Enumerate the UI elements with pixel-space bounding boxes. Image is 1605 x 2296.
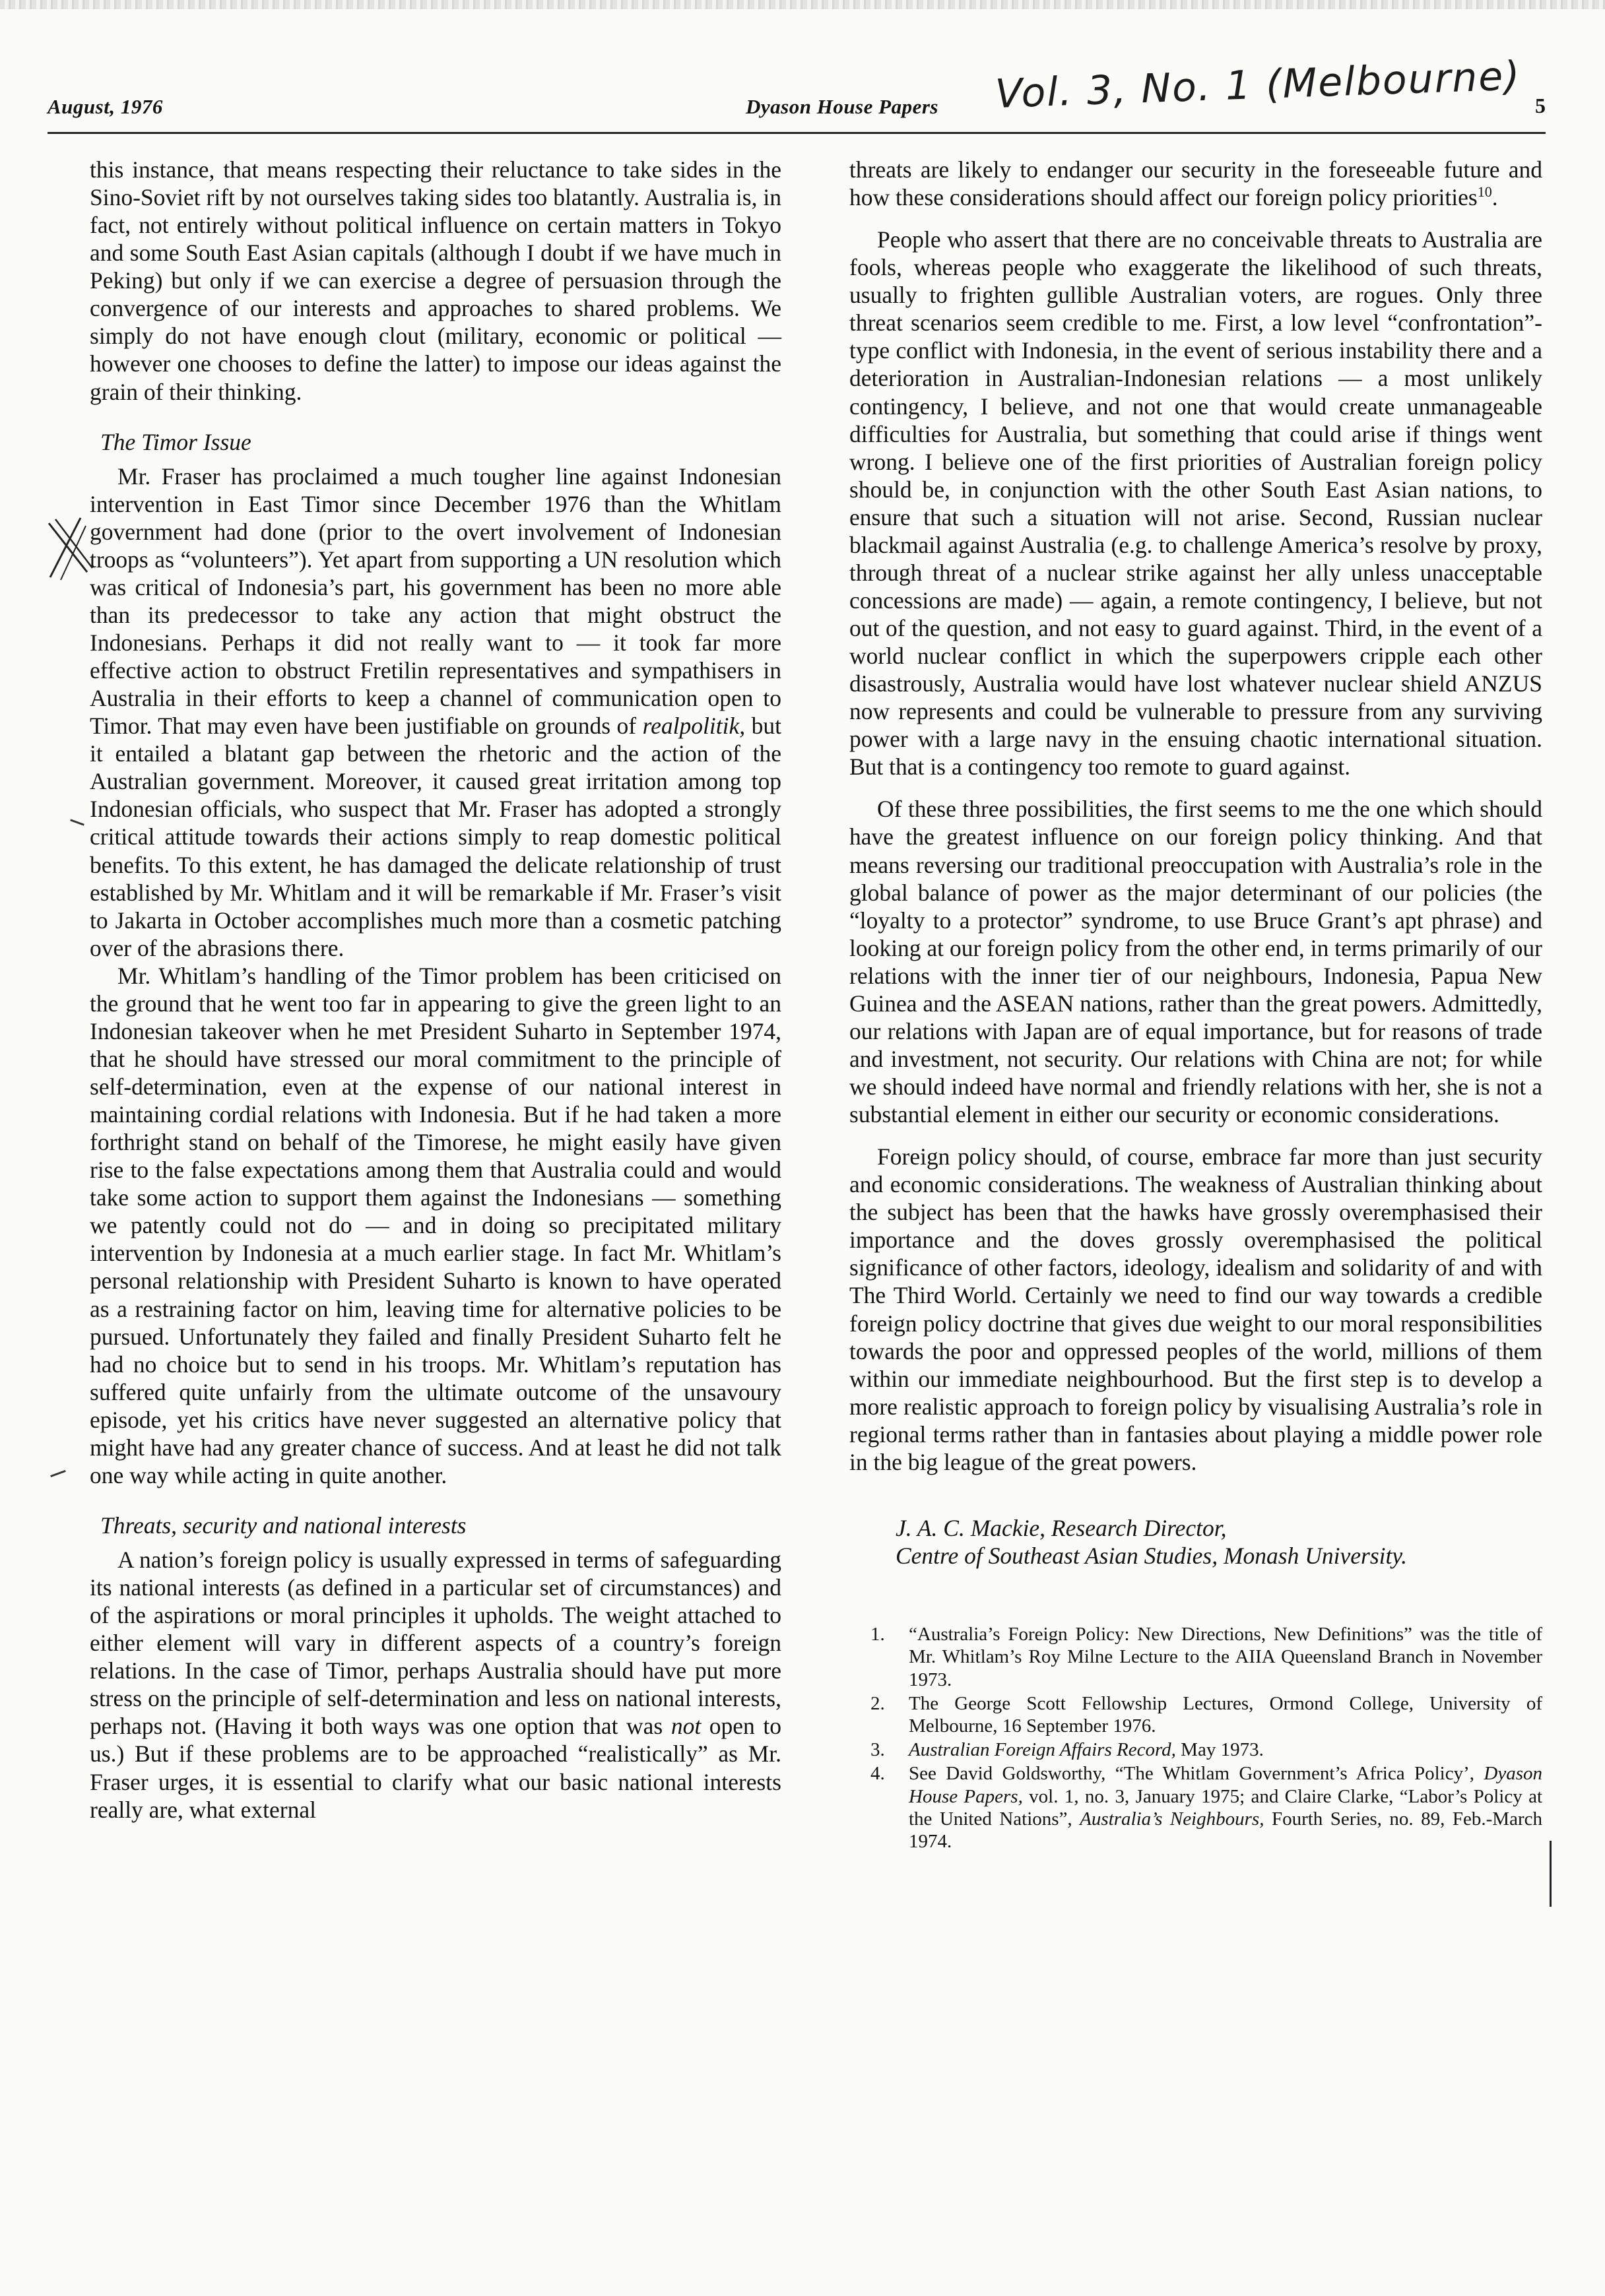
text-run: See David Goldsworthy, “The Whitlam Government’s Africa Policy’, [909, 1763, 1484, 1785]
text-run: open to us.) But if these problems are to be approached “realistically” as Mr. Fraser urges, it is essential to clarify what our basic national interests really are, what external [90, 1713, 781, 1823]
paragraph [90, 462, 781, 962]
header-date: August, 1976 [48, 95, 163, 118]
footnote-number: 4. [870, 1763, 885, 1785]
paragraph: Foreign policy should, of course, embrace far more than just security and economic considerations. The weakness of Australian thinking about the subject has been that the hawks have grossly overemphasised their importance and the doves grossly overemphasised the political significance of other factors, ideology, idealism and solidarity of and with The Third World. Certainly we need to find our way towards a credible foreign policy doctrine that gives due weight to our moral responsibilities towards the poor and oppressed peoples of the world, millions of them within our immediate neighbourhood. But the first step is to develop a more realistic approach to foreign policy by visualising Australia’s role in regional terms rather than in fantasies about playing a middle power role in the big league of the great powers. [849, 1143, 1542, 1475]
italic-text: Australia’s Neighbours, [1080, 1808, 1264, 1830]
paragraph [849, 156, 1542, 211]
text-run: but it entailed a blatant gap between the rhetoric and the action of the Australian government. Moreover, it caused great irritation among top Indonesian officials, who suspect that Mr. Fraser has adopted a strongly critical attitude towards their actions simply to reap domestic political benefits. To this extent, he has damaged the delicate relationship of trust established by Mr. Whitlam and it will be remarkable if Mr. Fraser’s visit to Jakarta in October accomplishes much more than a cosmetic patching over of the abrasions there. [90, 713, 781, 961]
paragraph: Of these three possibilities, the first seems to me the one which should have the greatest influence on our foreign policy thinking. And that means reversing our traditional preoccupation with Australia’s role in the global balance of power as the major determinant of our policies (the “loyalty to a protector” syndrome, to use Bruce Grant’s apt phrase) and looking at our foreign policy from the other end, in terms primarily of our relations with the inner tier of our neighbours, Indonesia, Papua New Guinea and the ASEAN nations, rather than the great powers. Admittedly, our relations with Japan are of equal importance, but for reasons of trade and investment, not security. Our relations with China are not; for while we should indeed have normal and friendly relations with her, she is not a substantial element in either our security or economic considerations. [849, 796, 1542, 1128]
author-name: J. A. C. Mackie, Research Director, [896, 1514, 1227, 1541]
paragraph: People who assert that there are no conceivable threats to Australia are fools, whereas people who exaggerate the likelihood of such threats, usually to frighten gullible Australian voters, are rogues. Only three threat scenarios seem credible to me. First, a low level “confrontation”-type conflict with Indonesia, in the event of serious instability there and a deterioration in Australian-Indonesian relations — a most unlikely contingency, I believe, and not one that would create unmanageable difficulties for Australia, but something that could arise if things went wrong. I believe one of the first priorities of Australian foreign policy should be, in conjunction with the other South East Asian nations, to ensure that such a situation will not arise. Second, Russian nuclear blackmail against Australia (e.g. to challenge America’s resolve by proxy, through threat of a nuclear strike against her ally unless unacceptable concessions are made) — again, a remote contingency, I believe, but not out of the question, and not easy to guard against. Third, in the event of a world nuclear conflict in which the superpowers cripple each other disastrously, Australia would have lost whatever nuclear shield ANZUS now represents and could be vulnerable to pressure from any surviving power with a large navy in the ensuing chaotic international situation. But that is a contingency too remote to guard against. [849, 226, 1542, 781]
text-run: . [1491, 184, 1498, 211]
paragraph [90, 1546, 781, 1824]
text-run: The George Scott Fellowship Lectures, Ormond College, University of Melbourne, 16 September 1976. [909, 1692, 1542, 1737]
italic-text: realpolitik, [642, 713, 746, 740]
footnote-text [909, 1762, 1542, 1853]
footnote-item [870, 1623, 1542, 1691]
header-journal: Dyason House Papers [746, 95, 938, 118]
text-run: vol. 1, no. 3, January 1975; and Claire Clarke, “Labor’s Policy at the United Nations”, [909, 1785, 1542, 1830]
text-run: “Australia’s Foreign Policy: New Directions, New Definitions” was the title of Mr. Whitlam’s Roy Milne Lecture to the AIIA Queensland Branch in November 1973. [909, 1624, 1542, 1690]
left-column [90, 156, 781, 1824]
author-signature [849, 1514, 1542, 1570]
section-heading-timor: The Timor Issue [100, 428, 251, 455]
running-header [48, 53, 1546, 134]
text-run: May 1973. [1175, 1739, 1264, 1761]
footnote-ref: 10 [1477, 183, 1492, 201]
section-heading-threats: Threats, security and national interests [100, 1512, 467, 1539]
paragraph: Mr. Whitlam’s handling of the Timor problem has been criticised on the ground that he went too far in appearing to give the green light to an Indonesian takeover when he met President Suharto in September 1974, that he should have stressed our moral commitment to the principle of self-determination, even at the expense of our national interest in maintaining cordial relations with Indonesia. But if he had taken a more forthright stand on behalf of the Timorese, he might easily have given rise to the false expectations among them that Australia could and would take some action to support them against the Indonesians — something we patently could not do — and in doing so precipitated military intervention by Indonesia at a much earlier stage. In fact Mr. Whitlam’s personal relationship with President Suharto is known to have operated as a restraining factor on him, leaving time for alternative policies to be pursued. Unfortunately they failed and finally President Suharto felt he had no choice but to send in his troops. Mr. Whitlam’s reputation has suffered quite unfairly from the ultimate outcome of the unsavoury episode, yet his critics have never suggested an alternative policy that might have had any greater chance of success. And at least he did not talk one way while acting in quite another. [90, 962, 781, 1488]
author-affiliation: Centre of Southeast Asian Studies, Monash University. [896, 1543, 1408, 1570]
footnote-text [909, 1692, 1542, 1737]
footnote-item [870, 1738, 1542, 1761]
italic-text: Australian Foreign Affairs Record, [909, 1739, 1176, 1761]
text-run: Fourth Series, no. 89, Feb.-March 1974. [909, 1808, 1542, 1853]
page-number: 5 [1535, 94, 1546, 117]
footnote-number: 3. [870, 1739, 885, 1761]
text-run: A nation’s foreign policy is usually expressed in terms of safeguarding its national interests (as defined in a particular set of circumstances) and of the aspirations or moral principles it upholds. The weight attached to either element will vary in different aspects of a country’s foreign relations. In the case of Timor, perhaps Australia should have put more stress on the principle of self-determination and less on national interests, perhaps not. (Having it both ways was one option that was [90, 1547, 781, 1740]
handwritten-annotation: Vol. 3, No. 1 (Melbourne) [994, 53, 1522, 117]
footnote-text [909, 1623, 1542, 1691]
footnote-number: 2. [870, 1692, 885, 1714]
margin-tick-mark [70, 819, 84, 825]
margin-bracket-mark [1543, 1841, 1552, 1907]
text-run: Mr. Fraser has proclaimed a much tougher line against Indonesian intervention in East Timor since December 1976 than the Whitlam government had done (prior to the overt involvement of Indonesian troops as “volunteers”). Yet apart from supporting a UN resolution which was critical of Indonesia’s part, his government has been no more able than its predecessor to take any action that might obstruct the Indonesians. Perhaps it did not really want to — it took far more effective action to obstruct Fretilin representatives and sympathisers in Australia in their efforts to keep a channel of communication open to Timor. That may even have been justifiable on grounds of [90, 462, 781, 740]
footnote-item [870, 1692, 1542, 1737]
footnote-text [909, 1738, 1542, 1761]
footnote-item [870, 1762, 1542, 1853]
footnotes [849, 1623, 1542, 1853]
italic-text: not [671, 1713, 702, 1740]
footnote-number: 1. [870, 1624, 885, 1645]
italic-text: Dyason House Papers, [909, 1763, 1542, 1807]
margin-tick-mark [50, 1470, 66, 1477]
scan-edge-band [0, 0, 1605, 9]
text-run: threats are likely to endanger our security in the foreseeable future and how these considerations should affect our foreign policy priorities [849, 156, 1542, 211]
paragraph: this instance, that means respecting their reluctance to take sides in the Sino-Soviet rift by not ourselves taking sides too blatantly. Australia is, in fact, not entirely without political influence on certain matters in Tokyo and some South East Asian capitals (although I doubt if we have much in Peking) but only if we can exercise a degree of persuasion through the convergence of our interests and approaches to shared problems. We simply do not have enough clout (military, economic or political — however one chooses to define the latter) to impose our ideas against the grain of their thinking. [90, 156, 781, 405]
right-column [849, 156, 1542, 1854]
